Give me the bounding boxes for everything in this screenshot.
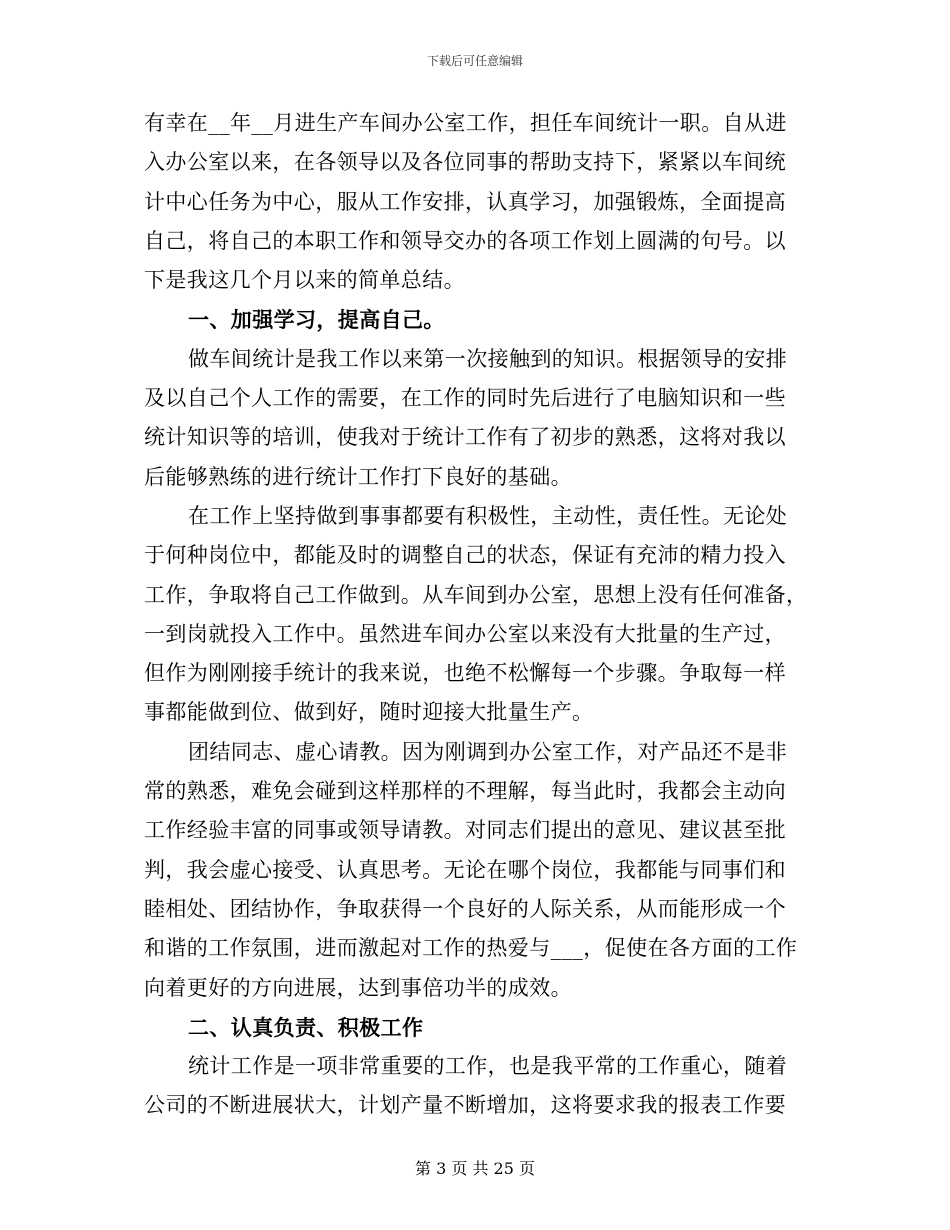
body-text xyxy=(144,104,808,1126)
paragraph-line: 工作经验丰富的同事或领导请教。对同志们提出的意见、建议甚至批 xyxy=(144,818,786,843)
paragraph-line: 公司的不断进展状大，计划产量不断增加，这将要求我的报表工作要 xyxy=(144,1093,786,1118)
page-number: 第 3 页 共 25 页 xyxy=(415,1159,535,1178)
paragraph-line: 团结同志、虚心请教。因为刚调到办公室工作，对产品还不是非 xyxy=(188,739,788,764)
paragraph-line: 及以自己个人工作的需要，在工作的同时先后进行了电脑知识和一些 xyxy=(144,386,786,411)
paragraph-line: 判，我会虚心接受、认真思考。无论在哪个岗位，我都能与同事们和 xyxy=(144,857,786,882)
paragraph-line: 有幸在__年__月进生产车间办公室工作，担任车间统计一职。自从进 xyxy=(144,111,787,135)
section-heading: 一、加强学习，提高自己。 xyxy=(188,307,445,333)
section-heading: 二、认真负责、积极工作 xyxy=(188,1014,424,1040)
paragraph-line: 后能够熟练的进行统计工作打下良好的基础。 xyxy=(144,464,572,489)
paragraph-line: 计中心任务为中心，服从工作安排，认真学习，加强锻炼，全面提高 xyxy=(144,189,786,214)
paragraph-line: 入办公室以来，在各领导以及各位同事的帮助支持下，紧紧以车间统 xyxy=(144,150,786,175)
page-header: 下载后可任意编辑 xyxy=(426,54,523,68)
paragraph-line: 向着更好的方向进展，达到事倍功半的成效。 xyxy=(144,975,572,1000)
paragraph-line: 但作为刚刚接手统计的我来说，也绝不松懈每一个步骤。争取每一样 xyxy=(144,661,786,686)
paragraph-line: 做车间统计是我工作以来第一次接触到的知识。根据领导的安排 xyxy=(188,346,788,371)
paragraph-line: 下是我这几个月以来的简单总结。 xyxy=(144,268,465,293)
paragraph-line: 常的熟悉，难免会碰到这样那样的不理解，每当此时，我都会主动向 xyxy=(144,779,786,804)
paragraph-line: 事都能做到位、做到好，随时迎接大批量生产。 xyxy=(144,700,594,725)
paragraph-line: 睦相处、团结协作，争取获得一个良好的人际关系，从而能形成一个 xyxy=(144,896,786,921)
paragraph-line: 统计工作是一项非常重要的工作，也是我平常的工作重心，随着 xyxy=(188,1054,788,1079)
paragraph-line: 和谐的工作氛围，进而激起对工作的热爱与___，促使在各方面的工作 xyxy=(144,936,798,961)
paragraph-line: 在工作上坚持做到事事都要有积极性，主动性，责任性。无论处 xyxy=(188,503,788,528)
paragraph-line: 工作，争取将自己工作做到。从车间到办公室，思想上没有任何准备， xyxy=(144,582,808,607)
paragraph-line: 一到岗就投入工作中。虽然进车间办公室以来没有大批量的生产过， xyxy=(144,621,786,646)
paragraph-line: 自己，将自己的本职工作和领导交办的各项工作划上圆满的句号。以 xyxy=(144,228,786,253)
paragraph-line: 统计知识等的培训，使我对于统计工作有了初步的熟悉，这将对我以 xyxy=(144,425,786,450)
paragraph-line: 于何种岗位中，都能及时的调整自己的状态，保证有充沛的精力投入 xyxy=(144,543,786,568)
